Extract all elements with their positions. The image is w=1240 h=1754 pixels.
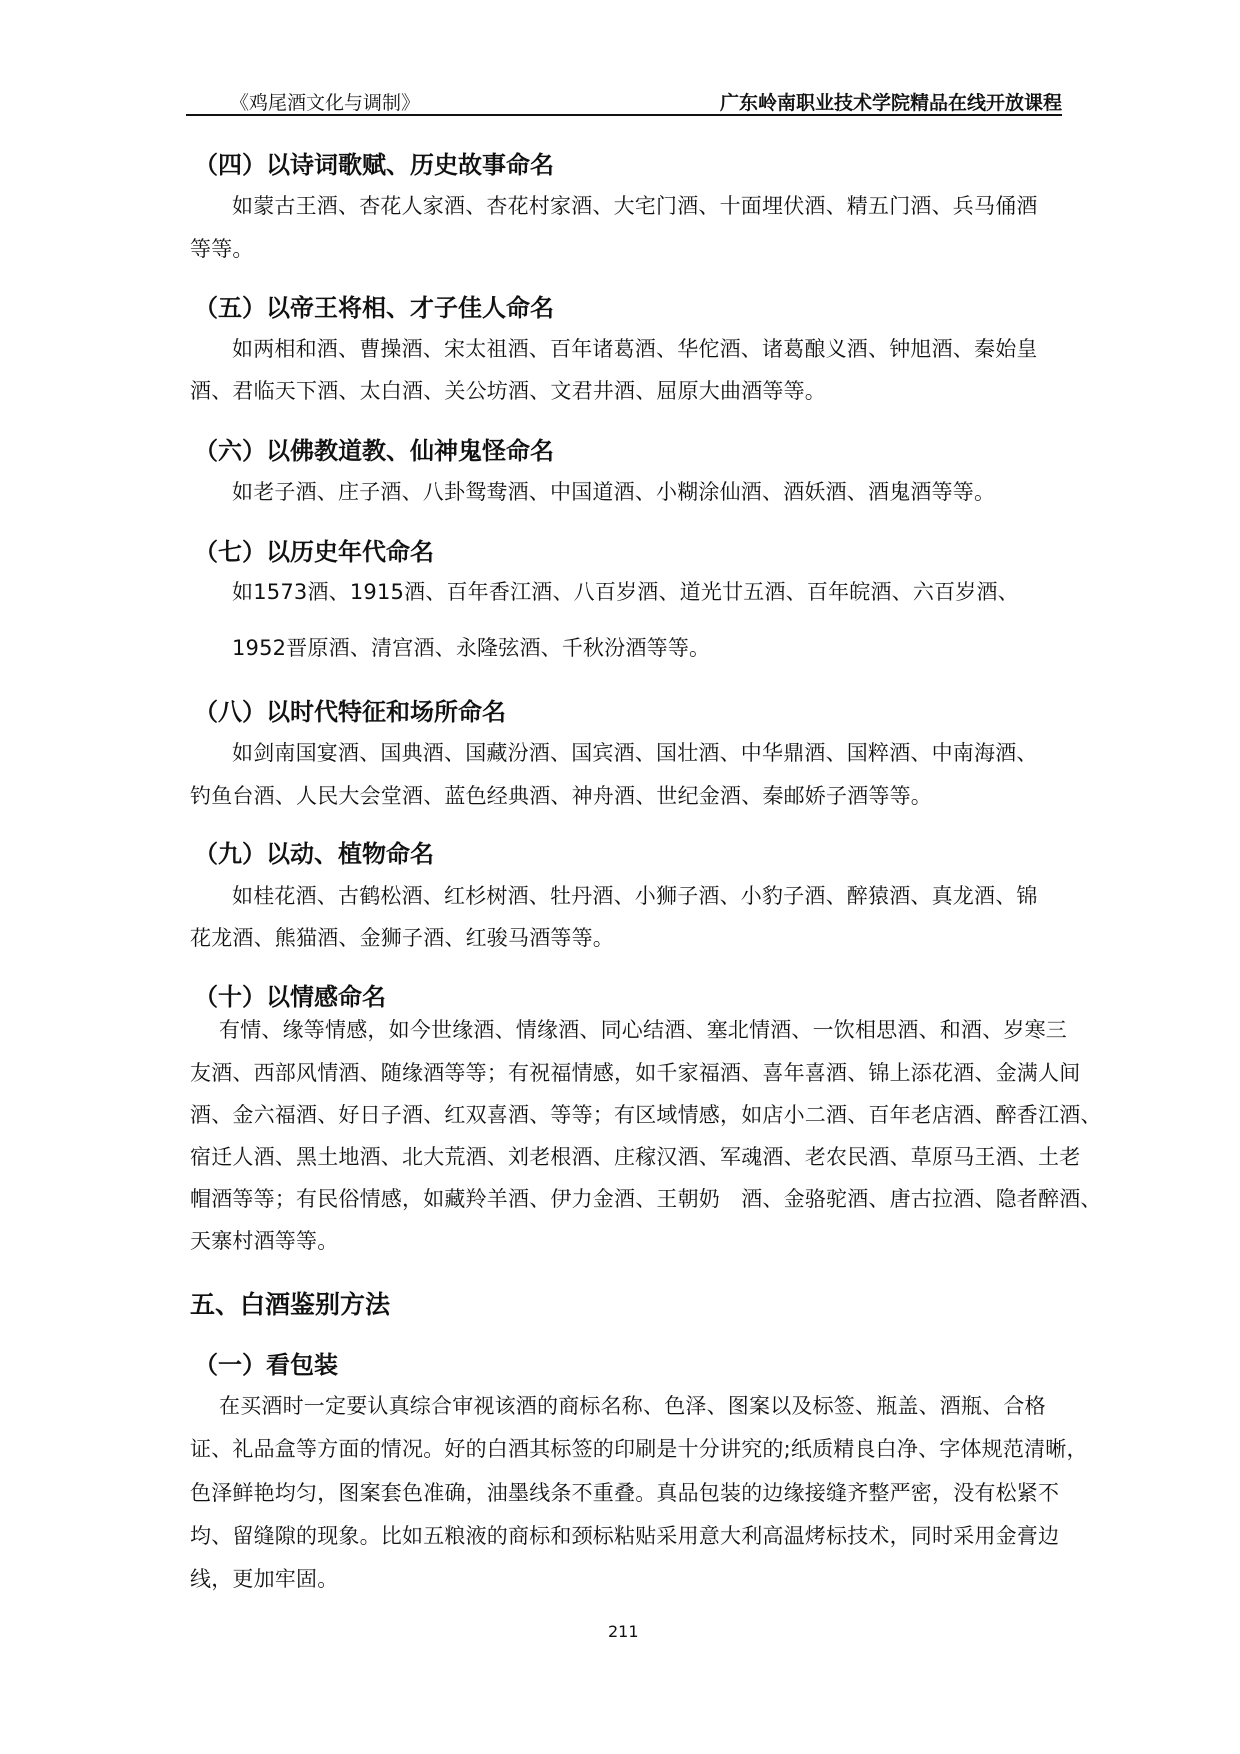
section-heading: （六）以佛教道教、仙神鬼怪命名 [194,437,554,465]
section-heading: （四）以诗词歌赋、历史故事命名 [194,151,554,179]
section-heading: （七）以历史年代命名 [194,538,434,566]
paragraph-line: 钓鱼台酒、人民大会堂酒、蓝色经典酒、神舟酒、世纪金酒、秦邮娇子酒等等。 [190,784,932,808]
section-heading: （八）以时代特征和场所命名 [194,698,506,726]
paragraph-line: 友酒、西部风情酒、随缘酒等等；有祝福情感，如千家福酒、喜年喜酒、锦上添花酒、金满人间 [190,1061,1081,1085]
paragraph-line: 酒、君临天下酒、太白酒、关公坊酒、文君井酒、屈原大曲酒等等。 [190,379,826,403]
paragraph-line: 均、留缝隙的现象。比如五粮液的商标和颈标粘贴采用意大利高温烤标技术，同时采用金膏边 [190,1524,1060,1548]
paragraph-line: 有情、缘等情感，如今世缘酒、情缘酒、同心结酒、塞北情酒、一饮相思酒、和酒、岁寒三 [219,1018,1067,1042]
section-heading: （一）看包装 [194,1351,338,1379]
section-heading: （十）以情感命名 [194,983,386,1011]
paragraph-line: 花龙酒、熊猫酒、金狮子酒、红骏马酒等等。 [190,926,614,950]
paragraph-line: 1952晋原酒、清宫酒、永隆弦酒、千秋汾酒等等。 [232,636,711,660]
paragraph-line: 天寨村酒等等。 [190,1229,339,1253]
paragraph-line: 如两相和酒、曹操酒、宋太祖酒、百年诸葛酒、华佗酒、诸葛酿义酒、钟旭酒、秦始皇 [232,337,1038,361]
paragraph-line: 在买酒时一定要认真综合审视该酒的商标名称、色泽、图案以及标签、瓶盖、酒瓶、合格 [219,1394,1046,1418]
paragraph-line: 酒、金六福酒、好日子酒、红双喜酒、等等；有区域情感，如店小二酒、百年老店酒、醉香江酒、 [190,1103,1102,1127]
chapter-heading: 五、白酒鉴别方法 [190,1290,391,1319]
paragraph-line: 如1573酒、1915酒、百年香江酒、八百岁酒、道光廿五酒、百年皖酒、六百岁酒、 [232,580,1019,604]
paragraph-line: 如老子酒、庄子酒、八卦鸳鸯酒、中国道酒、小糊涂仙酒、酒妖酒、酒鬼酒等等。 [232,480,996,504]
paragraph-line: 如蒙古王酒、杏花人家酒、杏花村家酒、大宅门酒、十面埋伏酒、精五门酒、兵马俑酒 [232,194,1038,218]
header-rule [186,114,1062,116]
paragraph-line: 如剑南国宴酒、国典酒、国藏汾酒、国宾酒、国壮酒、中华鼎酒、国粹酒、中南海酒、 [232,741,1038,765]
section-heading: （五）以帝王将相、才子佳人命名 [194,294,554,322]
paragraph-line: 宿迁人酒、黑土地酒、北大荒酒、刘老根酒、庄稼汉酒、军魂酒、老农民酒、草原马王酒、土老 [190,1145,1081,1169]
paragraph-line: 色泽鲜艳均匀，图案套色准确，油墨线条不重叠。真品包装的边缘接缝齐整严密，没有松紧不 [190,1481,1060,1505]
paragraph-line: 等等。 [190,237,254,261]
header-book-title: 《鸡尾酒文化与调制》 [230,92,421,114]
paragraph-line: 如桂花酒、古鹤松酒、红杉树酒、牡丹酒、小狮子酒、小豹子酒、醉猿酒、真龙酒、锦 [232,884,1038,908]
paragraph-line: 帽酒等等；有民俗情感，如藏羚羊酒、伊力金酒、王朝奶 酒、金骆驼酒、唐古拉酒、隐者醉酒、 [190,1187,1102,1211]
section-heading: （九）以动、植物命名 [194,840,434,868]
paragraph-line: 证、礼品盒等方面的情况。好的白酒其标签的印刷是十分讲究的;纸质精良白净、字体规范清晰， [190,1437,1088,1461]
paragraph-line: 线，更加牢固。 [190,1567,339,1591]
header-course-name: 广东岭南职业技术学院精品在线开放课程 [719,92,1062,114]
page-number: 211 [608,1622,639,1641]
